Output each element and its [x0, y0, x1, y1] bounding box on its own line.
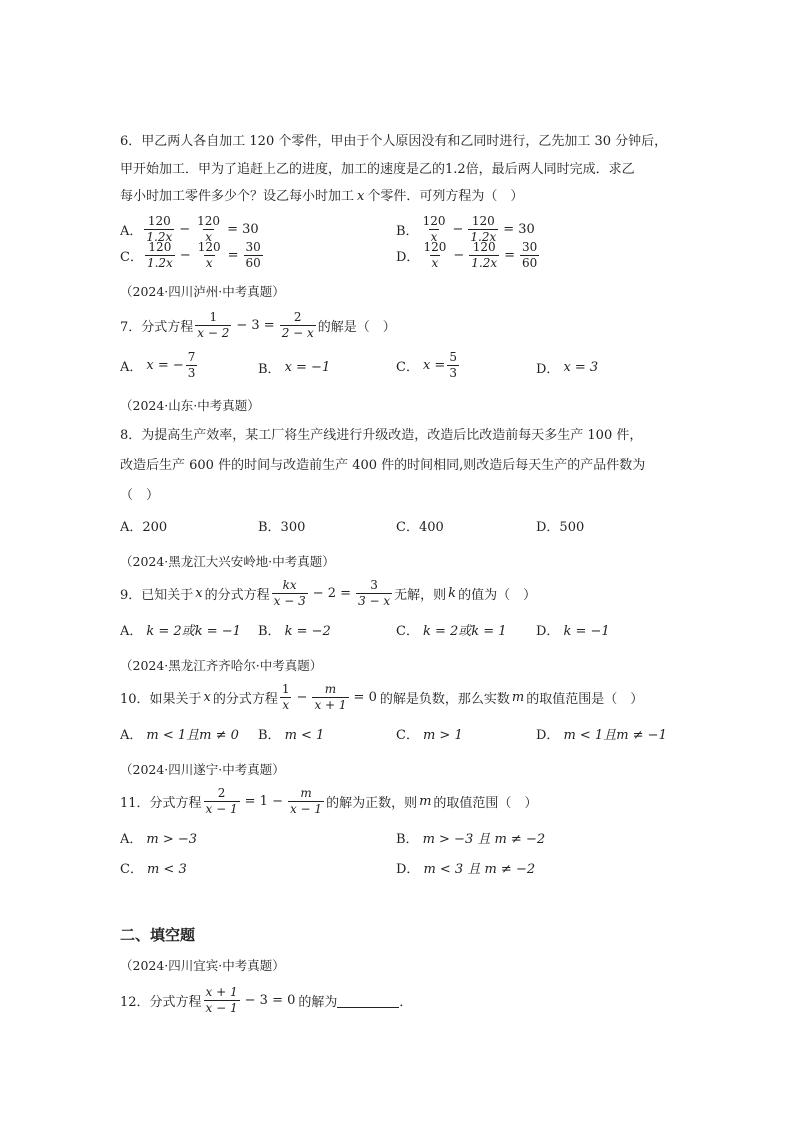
q6-option-d[interactable]: D． $\frac{120}{x}$ − $\frac{120}{1.2x}$ = $\frac{30}{60}$	[396, 240, 538, 270]
q9-option-d[interactable]: D． k = −1	[536, 624, 610, 639]
source-tag: （2024·山东·中考真题）	[120, 398, 260, 413]
q12-stem: 12．分式方程 $\frac{x + 1}{x - 1}$ − 3 = 0 的解为 ．	[120, 985, 413, 1015]
fraction: $\frac{2}{x - 1}$	[205, 786, 238, 816]
q7-option-b[interactable]: B． x = −1	[258, 360, 331, 377]
q11-option-d[interactable]: D． m < 3 且 m ≠ −2	[396, 862, 536, 877]
source-tag: （2024·四川宜宾·中考真题）	[120, 958, 285, 973]
q8-option-d[interactable]: D．500	[536, 520, 585, 535]
fraction: $\frac{30}{60}$	[245, 240, 261, 270]
q9-option-a[interactable]: A． k = 2或k = −1	[120, 624, 241, 639]
q10-option-d[interactable]: D． m < 1且m ≠ −1	[536, 728, 667, 743]
q6-option-a[interactable]: A． $\frac{120}{1.2x}$ − $\frac{120}{x}$ = 30	[120, 214, 259, 244]
q6-option-c[interactable]: C． $\frac{120}{1.2x}$ − $\frac{120}{x}$ = $\frac{30}{60}$	[120, 240, 261, 270]
fraction: $\frac{x + 1}{x - 1}$	[205, 985, 238, 1015]
fraction: $\frac{3}{3 - x}$	[358, 578, 391, 608]
fraction: $\frac{120}{x}$	[423, 240, 447, 270]
fraction: $\frac{kx}{x - 3}$	[273, 578, 306, 608]
q8-line-3: （ ）	[120, 488, 160, 503]
fraction: $\frac{30}{60}$	[522, 240, 538, 270]
q11-option-c[interactable]: C． m < 3	[120, 862, 187, 877]
q10-option-c[interactable]: C． m > 1	[396, 728, 463, 743]
fraction: $\frac{120}{1.2x}$	[471, 240, 498, 270]
fraction: $\frac{2}{2 - x}$	[281, 310, 314, 340]
fraction: $\frac{120}{1.2x}$	[146, 214, 173, 244]
q8-option-a[interactable]: A．200	[120, 520, 168, 535]
fraction: $\frac{1}{x}$	[281, 682, 290, 712]
q11-option-a[interactable]: A． m > −3	[120, 832, 198, 847]
q10-option-a[interactable]: A． m < 1且m ≠ 0	[120, 728, 239, 743]
q6-line-1: 6．甲乙两人各自加工 120 个零件，甲由于个人原因没有和乙同时进行，乙先加工 30 分钟后，	[120, 134, 668, 149]
q11-stem: 11．分式方程 $\frac{2}{x - 1}$ = 1 − $\frac{m}{x - 1}$ 的解为正数，则 m 的取值范围（ ）	[120, 786, 538, 816]
q8-line-2: 改造后生产 600 件的时间与改造前生产 400 件的时间相同,则改造后每天生产的产品件数为	[120, 458, 646, 473]
fraction: $\frac{1}{x - 2}$	[197, 310, 230, 340]
fraction: $\frac{120}{1.2x}$	[146, 240, 173, 270]
source-tag: （2024·四川泸州·中考真题）	[120, 284, 285, 299]
fraction: $\frac{120}{x}$	[422, 214, 446, 244]
section-heading: 二、填空题	[120, 926, 196, 944]
q9-option-b[interactable]: B． k = −2	[258, 624, 331, 639]
q9-stem: 9．已知关于 x 的分式方程 $\frac{kx}{x - 3}$ − 2 = $\frac{3}{3 - x}$ 无解，则 k 的值为（ ）	[120, 578, 537, 608]
q6-line-2: 甲开始加工．甲为了追赶上乙的进度，加工的速度是乙的1.2倍，最后两人同时完成．求乙	[120, 162, 635, 177]
q6-line-3: 每小时加工零件多少个？设乙每小时加工 x 个零件．可列方程为（ ）	[120, 189, 524, 204]
q8-option-b[interactable]: B．300	[258, 520, 306, 535]
q8-option-c[interactable]: C．400	[396, 520, 444, 535]
fraction: $\frac{120}{x}$	[197, 240, 221, 270]
q10-option-b[interactable]: B． m < 1	[258, 728, 325, 743]
fraction: $\frac{5}{3}$	[449, 350, 457, 380]
source-tag: （2024·四川遂宁·中考真题）	[120, 762, 285, 777]
q10-stem: 10．如果关于 x 的分式方程 $\frac{1}{x}$ − $\frac{m}{x + 1}$ = 0 的解是负数，那么实数 m 的取值范围是（ ）	[120, 682, 644, 712]
q7-option-c[interactable]: C． x = $\frac{5}{3}$	[396, 350, 457, 380]
fraction: $\frac{7}{3}$	[187, 350, 196, 380]
fraction: $\frac{120}{x}$	[197, 214, 221, 244]
answer-blank[interactable]	[337, 993, 399, 1008]
q9-option-c[interactable]: C． k = 2或k = 1	[396, 624, 507, 639]
q7-stem: 7．分式方程 $\frac{1}{x - 2}$ − 3 = $\frac{2}{2 - x}$ 的解是（ ）	[120, 310, 396, 340]
source-tag: （2024·黑龙江齐齐哈尔·中考真题）	[120, 658, 323, 673]
q7-option-a[interactable]: A． x = − $\frac{7}{3}$	[120, 350, 196, 380]
source-tag: （2024·黑龙江大兴安岭地·中考真题）	[120, 554, 335, 569]
fraction: $\frac{m}{x + 1}$	[314, 682, 347, 712]
q8-line-1: 8．为提高生产效率，某工厂将生产线进行升级改造，改造后比改造前每天多生产 100 件，	[120, 428, 643, 443]
q6-option-b[interactable]: B． $\frac{120}{x}$ − $\frac{120}{1.2x}$ = 30	[396, 214, 535, 244]
q7-option-d[interactable]: D． x = 3	[536, 360, 599, 377]
fraction: $\frac{120}{1.2x}$	[470, 214, 497, 244]
q11-option-b[interactable]: B． m > −3 且 m ≠ −2	[396, 832, 546, 847]
fraction: $\frac{m}{x - 1}$	[289, 786, 323, 816]
